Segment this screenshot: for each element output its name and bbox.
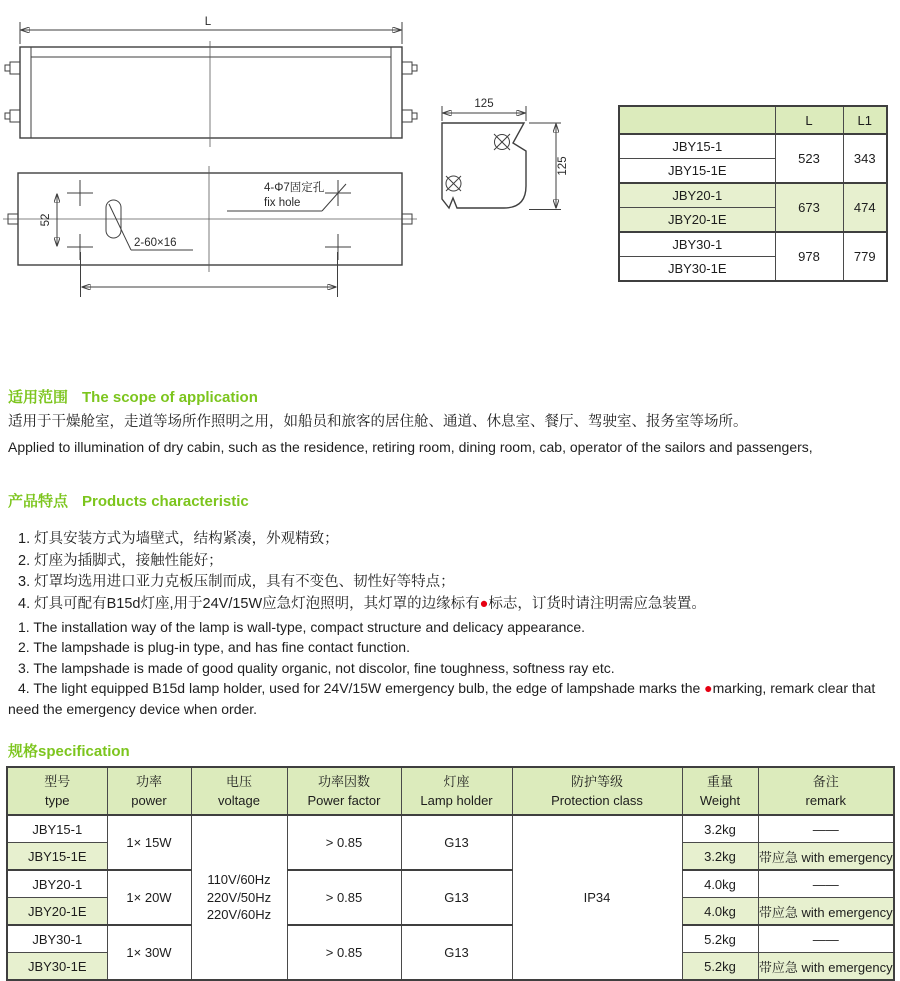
scope-body-zh: 适用于干燥舱室，走道等场所作照明之用，如船员和旅客的居住舱、通道、休息室、餐厅、驾驶室、报务室等场所。	[8, 414, 748, 430]
column-header-remark: 备注 remark	[758, 767, 894, 815]
list-item: 2. The lampshade is plug-in type, and has fine contact function.	[18, 639, 410, 656]
scope-body-en: Applied to illumination of dry cabin, such as the residence, retiring room, dining room, cab, operator of the sailors and passengers,	[8, 439, 813, 455]
specification-section-heading	[8, 740, 130, 761]
list-item: 1. 灯具安装方式为墙壁式，结构紧凑，外观精致；	[18, 531, 339, 547]
table-row	[619, 183, 887, 208]
fix-hole-label-zh: 4-Φ7固定孔	[264, 182, 325, 194]
voltage-cell: 110V/60Hz 220V/50Hz 220V/60Hz	[191, 815, 287, 980]
column-header-weight: 重量 Weight	[682, 767, 758, 815]
emergency-dot-icon: ●	[704, 680, 713, 697]
power-cell: 1× 15W	[107, 815, 191, 870]
height-dimension-label: 125	[557, 156, 569, 176]
heading-en: The scope of application	[82, 389, 258, 406]
weight-cell: 3.2kg	[682, 843, 758, 871]
weight-cell: 4.0kg	[682, 898, 758, 926]
l-cell: 978	[775, 232, 843, 281]
weight-cell: 4.0kg	[682, 870, 758, 898]
list-item: 1. The installation way of the lamp is wall-type, compact structure and delicacy appearance.	[18, 619, 586, 635]
table-header-row	[7, 767, 894, 815]
weight-cell: 5.2kg	[682, 925, 758, 953]
heading-zh: 适用范围	[8, 389, 69, 406]
model-cell: JBY15-1	[7, 815, 107, 843]
model-cell: JBY20-1E	[7, 898, 107, 926]
fix-hole-label-en: fix hole	[264, 197, 301, 209]
power-cell: 1× 20W	[107, 870, 191, 925]
column-header-power-factor: 功率因数 Power factor	[287, 767, 401, 815]
heading-zh: 规格	[8, 743, 39, 760]
remark-cell: 带应急 with emergency	[758, 843, 894, 871]
table-row	[619, 232, 887, 257]
model-cell: JBY15-1	[619, 134, 775, 159]
remark-cell: ——	[758, 925, 894, 953]
model-cell: JBY15-1E	[7, 843, 107, 871]
power-factor-cell: > 0.85	[287, 815, 401, 870]
table-header-row	[619, 106, 887, 134]
remark-cell: 带应急 with emergency	[758, 953, 894, 981]
l-column-header: L	[775, 106, 843, 134]
height-dimension-label: 52	[40, 213, 52, 227]
end-profile-outline	[442, 123, 526, 208]
l1-cell: 474	[843, 183, 887, 232]
power-factor-cell: > 0.85	[287, 925, 401, 980]
protection-class-cell: IP34	[512, 815, 682, 980]
characteristics-section-heading	[8, 490, 249, 511]
lamp-holder-cell: G13	[401, 815, 512, 870]
table-row	[7, 870, 894, 898]
width-dimension-label: 125	[474, 98, 494, 110]
weight-cell: 3.2kg	[682, 815, 758, 843]
model-cell: JBY20-1	[7, 870, 107, 898]
characteristics-list-zh	[8, 529, 894, 615]
list-item: 4. The light equipped B15d lamp holder, used for 24V/15W emergency bulb, the edge of lampshade marks the ●marking, remark clear that need the emergency device when order.	[8, 680, 876, 717]
column-header-protection-class: 防护等级 Protection class	[512, 767, 682, 815]
l1-cell: 779	[843, 232, 887, 281]
list-item: 4. 灯具可配有B15d灯座,用于24V/15W应急灯泡照明，其灯罩的边缘标有●标志，订货时请注明需应急装置。	[18, 595, 706, 612]
list-item: 3. 灯罩均选用进口亚力克板压制而成，具有不变色、韧性好等特点；	[18, 574, 455, 590]
slot-dimension-label: 2-60×16	[134, 237, 177, 249]
lamp-holder-cell: G13	[401, 925, 512, 980]
model-cell: JBY30-1	[7, 925, 107, 953]
table-row	[619, 134, 887, 159]
emergency-dot-icon: ●	[479, 595, 489, 612]
l1-cell: 343	[843, 134, 887, 183]
mounting-bolts	[5, 62, 417, 122]
l-cell: 673	[775, 183, 843, 232]
power-factor-cell: > 0.85	[287, 870, 401, 925]
table-row	[7, 925, 894, 953]
characteristics-list-en	[8, 617, 894, 719]
scope-section-heading	[8, 386, 258, 407]
heading-zh: 产品特点	[8, 493, 69, 510]
power-cell: 1× 30W	[107, 925, 191, 980]
table-row	[7, 815, 894, 843]
list-item: 2. 灯座为插脚式，接触性能好；	[18, 552, 223, 569]
end-view-drawing	[442, 98, 569, 210]
column-header-lamp-holder: 灯座 Lamp holder	[401, 767, 512, 815]
lamp-holder-cell: G13	[401, 870, 512, 925]
column-header-power: 功率 power	[107, 767, 191, 815]
heading-en: specification	[38, 743, 130, 760]
model-cell: JBY30-1	[619, 232, 775, 257]
model-cell: JBY30-1E	[619, 257, 775, 282]
weight-cell: 5.2kg	[682, 953, 758, 981]
l-cell: 523	[775, 134, 843, 183]
back-view-drawing	[3, 166, 417, 297]
model-cell: JBY20-1E	[619, 208, 775, 233]
model-cell: JBY30-1E	[7, 953, 107, 981]
model-cell: JBY20-1	[619, 183, 775, 208]
dimension-table	[618, 105, 888, 282]
model-column-header	[619, 106, 775, 134]
remark-cell: ——	[758, 870, 894, 898]
lamp-body-outline	[20, 47, 402, 138]
model-cell: JBY15-1E	[619, 159, 775, 184]
list-item: 3. The lampshade is made of good quality organic, not discolor, fine toughness, softness ray etc.	[18, 659, 615, 676]
remark-cell: 带应急 with emergency	[758, 898, 894, 926]
column-header-type: 型号 type	[7, 767, 107, 815]
l1-column-header: L1	[843, 106, 887, 134]
front-view-drawing	[5, 16, 417, 147]
heading-en: Products characteristic	[82, 493, 249, 510]
column-header-voltage: 电压 voltage	[191, 767, 287, 815]
specification-table	[6, 766, 895, 981]
length-dimension-label: L	[204, 16, 212, 28]
remark-cell: ——	[758, 815, 894, 843]
